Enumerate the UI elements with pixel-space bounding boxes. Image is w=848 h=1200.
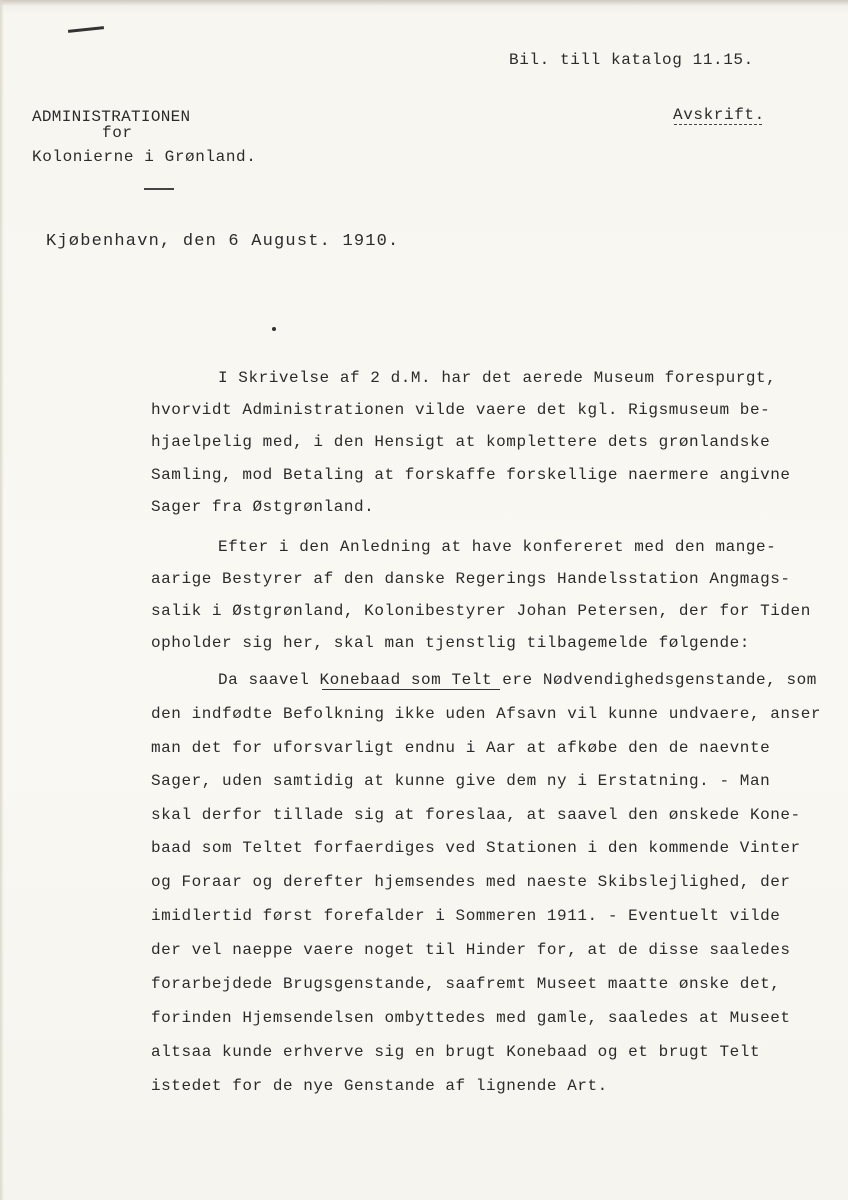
body-line: Samling, mod Betaling at forskaffe forskellige naermere angivne xyxy=(151,466,791,484)
sender-line-3: Kolonierne i Grønland. xyxy=(32,148,257,166)
body-line: forinden Hjemsendelsen ombyttedes med gamle, saaledes at Museet xyxy=(151,1009,791,1027)
body-line: I Skrivelse af 2 d.M. har det aerede Museum forespurgt, xyxy=(218,369,777,387)
body-line: hvorvidt Administrationen vilde vaere det kgl. Rigsmuseum be- xyxy=(151,401,771,419)
copy-label-underline xyxy=(674,124,762,125)
paper-top-edge xyxy=(0,0,848,6)
sender-line-2: for xyxy=(102,124,133,142)
body-line: Efter i den Anledning at have konfereret med den mange- xyxy=(218,538,777,556)
stray-dot-mark xyxy=(272,327,276,331)
paper-left-edge xyxy=(0,0,4,1200)
body-line: og Foraar og derefter hjemsendes med naeste Skibslejlighed, der xyxy=(151,873,791,891)
body-line: man det for uforsvarligt endnu i Aar at afkøbe den de naevnte xyxy=(151,739,771,757)
dateline: Kjøbenhavn, den 6 August. 1910. xyxy=(46,232,400,251)
sender-line-1: ADMINISTRATIONEN xyxy=(32,108,191,126)
body-line: Sager fra Østgrønland. xyxy=(151,498,375,516)
body-line: hjaelpelig med, i den Hensigt at komplettere dets grønlandske xyxy=(151,433,771,451)
catalog-reference: Bil. till katalog 11.15. xyxy=(509,51,754,69)
body-line: forarbejdede Brugsgenstande, saafremt Museet maatte ønske det, xyxy=(151,975,781,993)
body-line: baad som Teltet forfaerdiges ved Stationen i den kommende Vinter xyxy=(151,839,801,857)
body-line: aarige Bestyrer af den danske Regerings Handelsstation Angmags- xyxy=(151,570,791,588)
copy-label: Avskrift. xyxy=(673,106,765,124)
body-line: Sager, uden samtidig at kunne give dem ny i Erstatning. - Man xyxy=(151,772,771,790)
body-line: salik i Østgrønland, Kolonibestyrer Johan Petersen, der for Tiden xyxy=(151,602,811,620)
body-line: istedet for de nye Genstande af lignende Art. xyxy=(151,1077,608,1095)
body-line: imidlertid først forefalder i Sommeren 1911. - Eventuelt vilde xyxy=(151,907,781,925)
handwritten-dash-mark xyxy=(68,26,104,33)
body-line: skal derfor tillade sig at foreslaa, at saavel den ønskede Kone- xyxy=(151,806,801,824)
body-line: der vel naeppe vaere noget til Hinder for, at de disse saaledes xyxy=(151,941,791,959)
body-line: altsaa kunde erhverve sig en brugt Konebaad og et brugt Telt xyxy=(151,1043,761,1061)
body-line: Da saavel Konebaad som Telt ere Nødvendighedsgenstande, som xyxy=(218,671,817,689)
underline-konebaad-som-telt xyxy=(322,689,500,690)
header-separator xyxy=(144,188,174,190)
body-line: opholder sig her, skal man tjenstlig tilbagemelde følgende: xyxy=(151,634,750,652)
body-line: den indfødte Befolkning ikke uden Afsavn vil kunne undvaere, anser xyxy=(151,705,822,723)
